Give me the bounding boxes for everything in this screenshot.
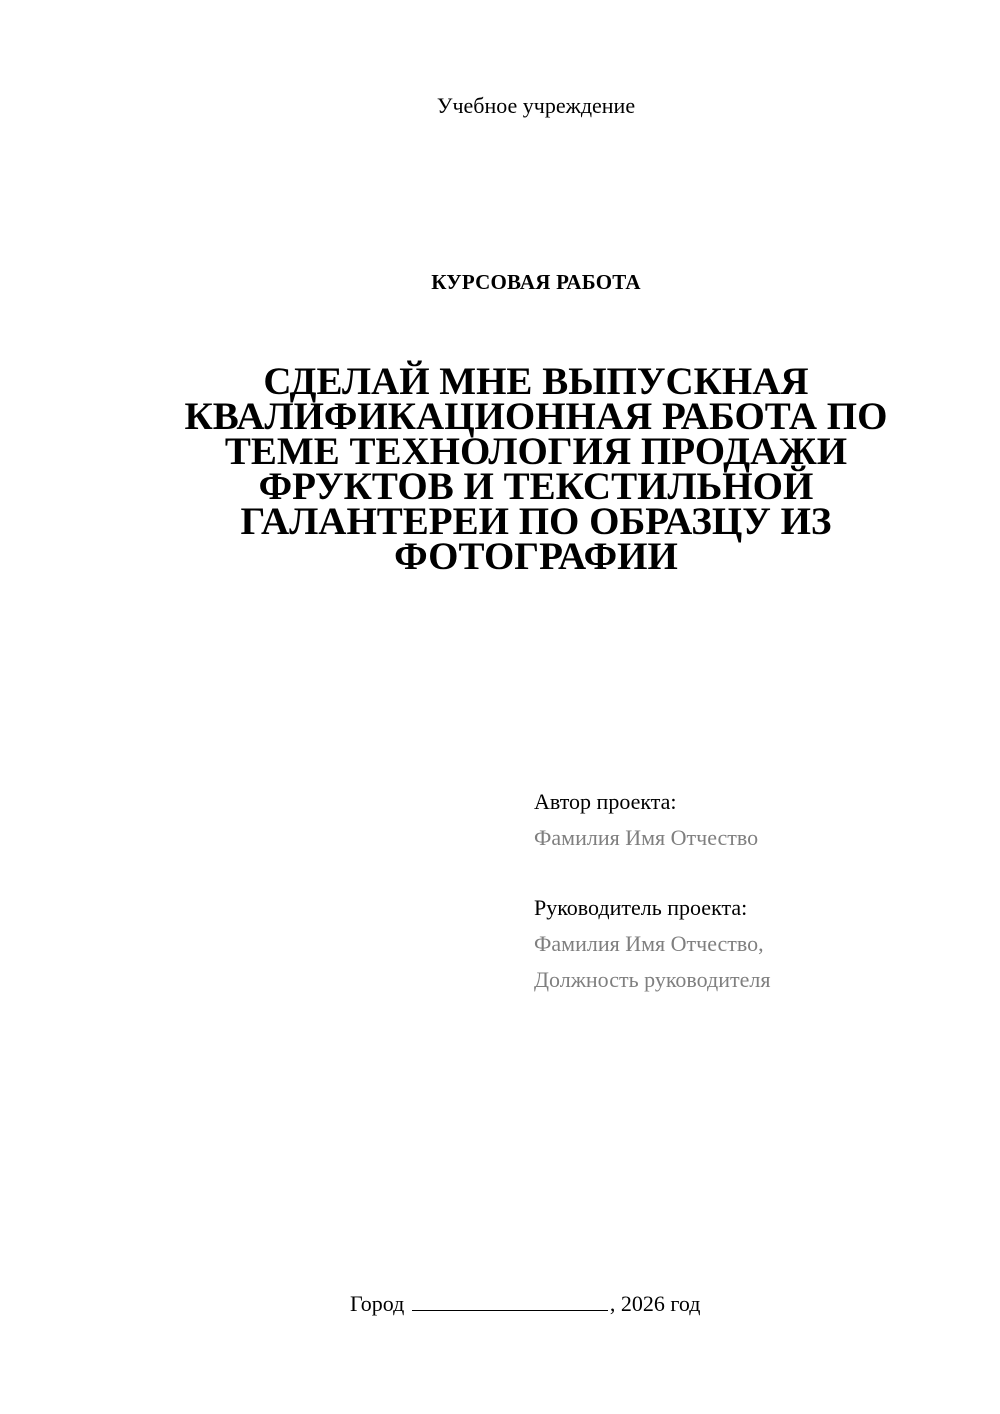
- year-text: , 2026 год: [609, 1291, 701, 1316]
- supervisor-block: [534, 890, 954, 998]
- city-year-line: [350, 1288, 700, 1320]
- supervisor-name: Фамилия Имя Отчество,: [534, 931, 764, 956]
- title-line: ФОТОГРАФИИ: [394, 535, 678, 578]
- author-block: [534, 784, 954, 856]
- title-line: СДЕЛАЙ МНЕ ВЫПУСКНАЯ: [263, 360, 809, 403]
- supervisor-label: Руководитель проекта:: [534, 895, 748, 920]
- title-line: ТЕМЕ ТЕХНОЛОГИЯ ПРОДАЖИ: [224, 430, 848, 473]
- city-label: Город: [350, 1291, 405, 1316]
- title-line: ФРУКТОВ И ТЕКСТИЛЬНОЙ: [258, 465, 814, 508]
- city-blank-underline: [412, 1290, 608, 1311]
- institution-name: Учебное учреждение: [436, 93, 636, 118]
- work-title: [150, 360, 922, 578]
- author-name: Фамилия Имя Отчество: [534, 825, 759, 850]
- title-line: КВАЛИФИКАЦИОННАЯ РАБОТА ПО: [184, 395, 888, 438]
- document-type: КУРСОВАЯ РАБОТА: [431, 270, 641, 294]
- supervisor-position: Должность руководителя: [534, 967, 771, 992]
- author-label: Автор проекта:: [534, 789, 677, 814]
- title-line: ГАЛАНТЕРЕИ ПО ОБРАЗЦУ ИЗ: [240, 500, 832, 543]
